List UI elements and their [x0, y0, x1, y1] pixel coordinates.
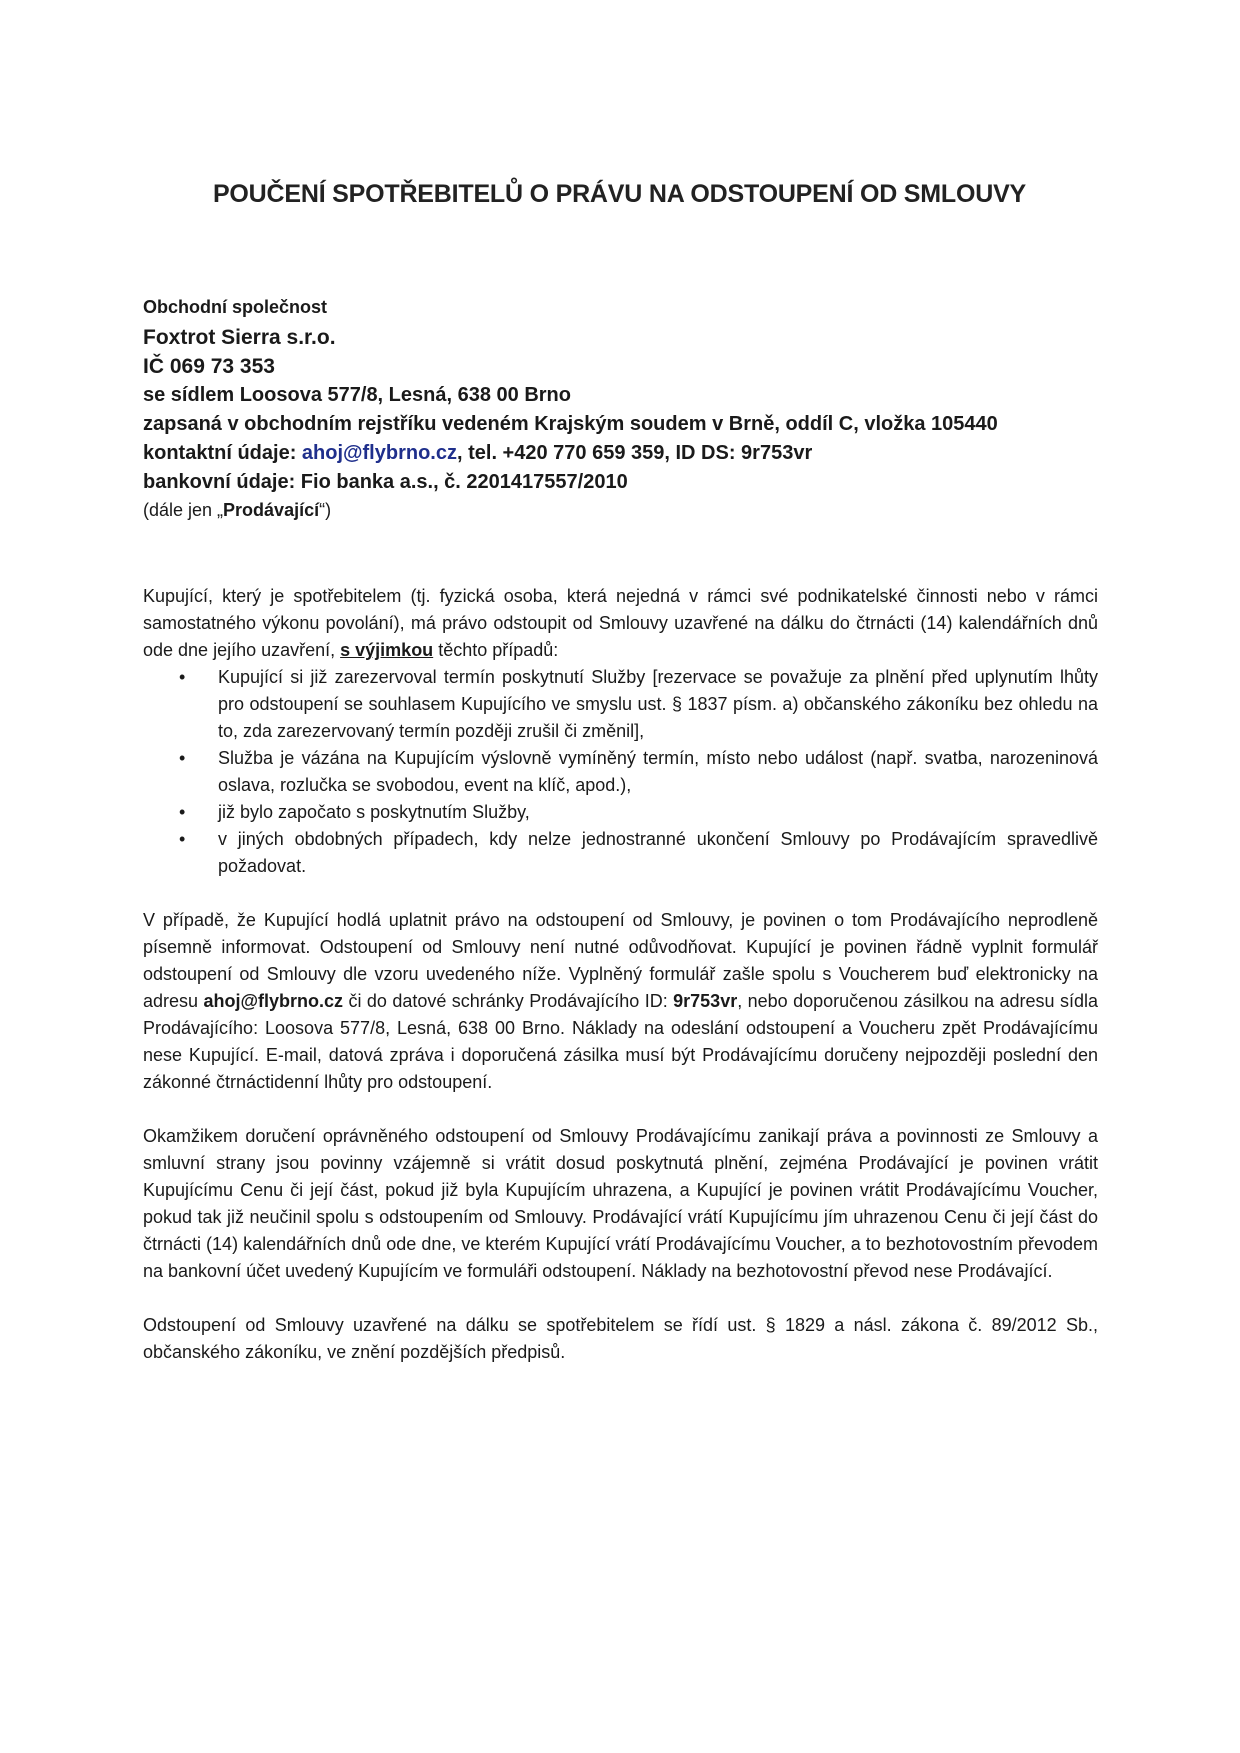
- list-item: [143, 745, 1098, 799]
- exception-text: Služba je vázána na Kupujícím výslovně vymíněný termín, místo nebo událost (např. svatba, narozeninová oslava, rozlučka se svobodou, event na klíč, apod.),: [218, 748, 1098, 795]
- document-title: POUČENÍ SPOTŘEBITELŮ O PRÁVU NA ODSTOUPENÍ OD SMLOUVY: [212, 180, 1027, 208]
- company-bank: bankovní údaje: Fio banka a.s., č. 2201417557/2010: [143, 471, 628, 493]
- alias-prefix: (dále jen „: [143, 500, 224, 520]
- withdrawal-right-paragraph: [143, 583, 1098, 664]
- withdrawal-text-before: Kupující, který je spotřebitelem (tj. fyzická osoba, která nejedná v rámci své podnikatelské činnosti nebo v rámci samostatného výkonu povolání), má právo odstoupit od Smlouvy uzavřené na dálku do čtrnácti (14) kalendářních dnů ode dne jejího uzavření,: [143, 586, 1098, 660]
- bullet-icon: •: [179, 802, 186, 822]
- list-item: [143, 664, 1098, 745]
- list-item: [143, 799, 1098, 826]
- legal-basis-paragraph: Odstoupení od Smlouvy uzavřené na dálku se spotřebitelem se řídí ust. § 1829 a násl. zákona č. 89/2012 Sb., občanského zákoníku, ve znění pozdějších předpisů.: [143, 1315, 1098, 1362]
- exception-text: Kupující si již zarezervoval termín poskytnutí Služby [rezervace se považuje za plnění před uplynutím lhůty pro odstoupení se souhlasem Kupujícího ve smyslu ust. § 1837 písm. a) občanského zákoníku bez ohledu na to, zda zarezervovaný termín později zrušil či změnil],: [218, 667, 1098, 741]
- procedure-part-2: či do datové schránky Prodávajícího ID:: [343, 991, 674, 1011]
- alias-suffix: “): [319, 500, 332, 520]
- exception-text: v jiných obdobných případech, kdy nelze jednostranné ukončení Smlouvy po Prodávajícím spravedlivě požadovat.: [218, 829, 1098, 876]
- procedure-ds-id: 9r753vr: [673, 991, 738, 1011]
- list-item: [143, 826, 1098, 880]
- bullet-icon: •: [179, 748, 186, 768]
- contact-email-link[interactable]: ahoj@flybrno.cz: [301, 442, 457, 464]
- company-contact: [143, 439, 1098, 468]
- company-ico: IČ 069 73 353: [143, 355, 275, 378]
- withdrawal-procedure-paragraph: [143, 907, 1098, 1096]
- company-seat: se sídlem Loosova 577/8, Lesná, 638 00 Brno: [143, 384, 571, 406]
- company-info: [143, 295, 1098, 523]
- company-intro: Obchodní společnost: [143, 297, 328, 317]
- withdrawal-text-after: těchto případů:: [433, 640, 559, 660]
- company-name: Foxtrot Sierra s.r.o.: [143, 326, 336, 349]
- contact-suffix: , tel. +420 770 659 359, ID DS: 9r753vr: [456, 442, 813, 464]
- exceptions-list: [143, 664, 1098, 880]
- seller-alias: [143, 497, 1098, 523]
- bullet-icon: •: [179, 667, 186, 687]
- exception-highlight: s výjimkou: [340, 640, 434, 660]
- company-registry: zapsaná v obchodním rejstříku vedeném Krajským soudem v Brně, oddíl C, vložka 105440: [143, 413, 998, 435]
- contact-prefix: kontaktní údaje:: [143, 442, 302, 464]
- withdrawal-effects-paragraph: Okamžikem doručení oprávněného odstoupení od Smlouvy Prodávajícímu zanikají práva a povinnosti ze Smlouvy a smluvní strany jsou povinny vzájemně si vrátit dosud poskytnutá plnění, zejména Prodávající je povinen vrátit Kupujícímu Cenu či její část, pokud již byla Kupujícím uhrazena, a Kupující je povinen vrátit Prodávajícímu Voucher, pokud tak již neučinil spolu s odstoupením od Smlouvy. Prodávající vrátí Kupujícímu jím uhrazenou Cenu či její část do čtrnácti (14) kalendářních dnů ode dne, ve kterém Kupující vrátí Prodávajícímu Voucher, a to bezhotovostním převodem na bankovní účet uvedený Kupujícím ve formuláři odstoupení. Náklady na bezhotovostní převod nese Prodávající.: [143, 1126, 1098, 1281]
- procedure-part-1: V případě, že Kupující hodlá uplatnit právo na odstoupení od Smlouvy, je povinen o tom Prodávajícího neprodleně písemně informovat. Odstoupení od Smlouvy není nutné odůvodňovat. Kupující je povinen řádně vyplnit formulář odstoupení od Smlouvy dle vzoru uvedeného níže. Vyplněný formulář zašle spolu s Voucherem buď elektronicky na adresu: [143, 910, 1098, 1011]
- alias-name: Prodávající: [223, 500, 320, 520]
- procedure-email: ahoj@flybrno.cz: [203, 991, 344, 1011]
- procedure-part-3: , nebo doporučenou zásilkou na adresu sídla Prodávajícího: Loosova 577/8, Lesná, 638 00 Brno. Náklady na odeslání odstoupení a Voucheru zpět Prodávajícímu nese Kupující. E-mail, datová zpráva i doporučená zásilka musí být Prodávajícímu doručeny nejpozději poslední den zákonné čtrnáctidenní lhůty pro odstoupení.: [143, 991, 1098, 1092]
- exception-text: již bylo započato s poskytnutím Služby,: [218, 802, 530, 822]
- document-page: [143, 180, 1098, 1366]
- bullet-icon: •: [179, 829, 186, 849]
